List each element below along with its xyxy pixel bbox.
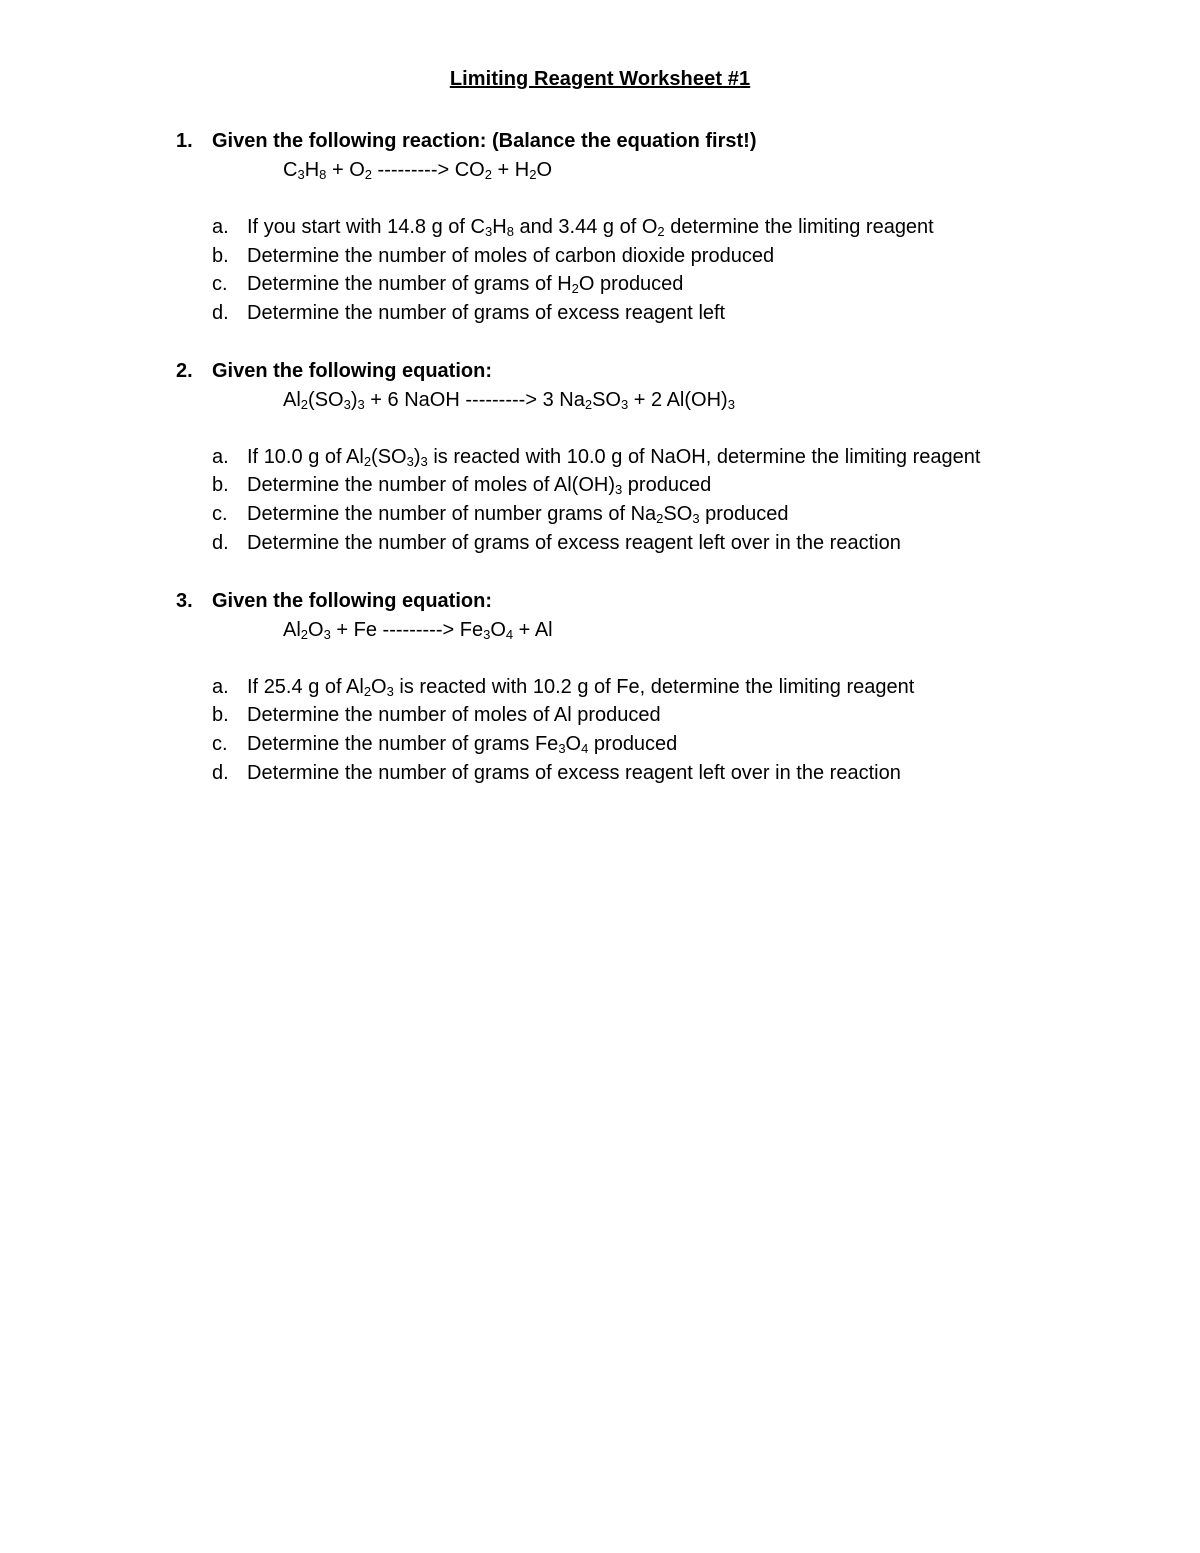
question-2-part-a-letter: a. (212, 446, 229, 468)
question-1-number: 1. (176, 130, 193, 152)
question-1-part-c: Determine the number of grams of $H_2O$ produced (247, 273, 684, 296)
question-2-equation: $Al_2(SO_3)_3 + 6$ NaOH ---------> 3 $Na_2SO_3 + 2$ $Al(OH)_3$ (283, 389, 735, 412)
question-2-part-c-letter: c. (212, 503, 228, 525)
question-3-part-a-letter: a. (212, 676, 229, 698)
question-1-part-b-letter: b. (212, 245, 229, 267)
question-2-prompt: Given the following equation: (212, 360, 492, 382)
question-1-part-d-letter: d. (212, 302, 229, 324)
question-3-prompt: Given the following equation: (212, 590, 492, 612)
question-2-part-a: If 10.0 g of $Al_2(SO_3)_3$ is reacted with 10.0 g of NaOH, determine the limiting reagent (247, 446, 981, 469)
worksheet-title: Limiting Reagent Worksheet #1 (449, 68, 751, 90)
question-1-part-c-letter: c. (212, 273, 228, 295)
question-2-part-b-letter: b. (212, 474, 229, 496)
question-1-part-a: If you start with 14.8 g of $C_3H_8$ and 3.44 g of $O_2$ determine the limiting reagent (247, 216, 934, 239)
question-3-part-a: If 25.4 g of $Al_2O_3$ is reacted with 10.2 g of Fe, determine the limiting reagent (247, 676, 915, 699)
question-3-part-b-letter: b. (212, 704, 229, 726)
question-2-part-d: Determine the number of grams of excess reagent left over in the reaction (247, 532, 901, 554)
question-3-part-c: Determine the number of grams $Fe_3O_4$ produced (247, 733, 678, 756)
question-1-part-d: Determine the number of grams of excess reagent left (247, 302, 726, 324)
question-1-part-b: Determine the number of moles of carbon dioxide produced (247, 245, 775, 267)
question-1-equation: $C_3H_8 + O_2$ ---------> $CO_2 + H_2O$ (283, 159, 553, 182)
question-1-prompt: Given the following reaction: (Balance the equation first!) (212, 130, 757, 152)
question-2-part-c: Determine the number of number grams of $Na_2SO_3$ produced (247, 503, 789, 526)
question-2-number: 2. (176, 360, 193, 382)
question-1-part-a-letter: a. (212, 216, 229, 238)
question-3-part-d: Determine the number of grams of excess reagent left over in the reaction (247, 762, 901, 784)
question-2-part-d-letter: d. (212, 532, 229, 554)
question-3-part-c-letter: c. (212, 733, 228, 755)
question-3-part-d-letter: d. (212, 762, 229, 784)
question-3-part-b: Determine the number of moles of Al produced (247, 704, 661, 726)
question-3-equation: $Al_2O_3 + Fe$ ---------> $Fe_3O_4 + Al$ (283, 619, 553, 642)
question-2-part-b: Determine the number of moles of $Al(OH)_3$ produced (247, 474, 712, 497)
question-3-number: 3. (176, 590, 193, 612)
